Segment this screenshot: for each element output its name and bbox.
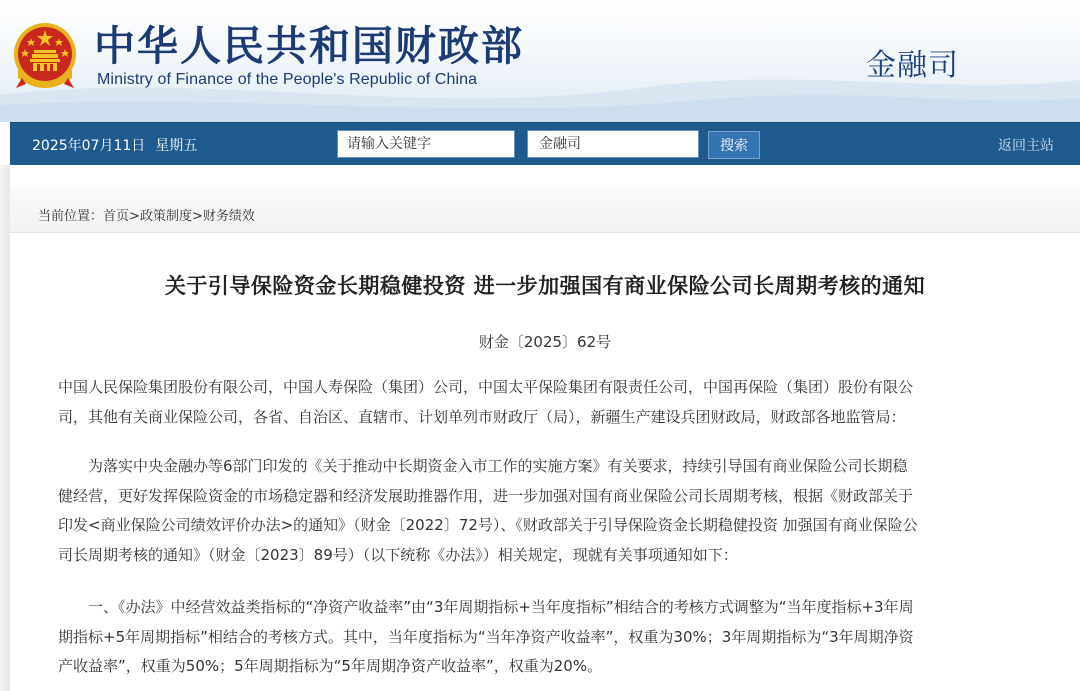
paragraph-line: 司，其他有关商业保险公司，各省、自治区、直辖市、计划单列市财政厅（局），新疆生产建设兵团财政局，财政部各地监管局： [58,407,906,426]
paragraph-line: 印发<商业保险公司绩效评价办法>的通知》（财金〔2022〕72号）、《财政部关于引导保险资金长期稳健投资 加强国有商业保险公 [58,516,918,534]
site-title: 中华人民共和国财政部 [94,22,524,70]
search-button[interactable]: 搜索 [708,131,760,159]
breadcrumb-home-link[interactable]: 首页 [103,209,130,224]
breadcrumb-policy-link[interactable]: 政策制度 [139,209,192,224]
breadcrumb-separator: > [191,209,203,224]
addressee-paragraph [58,373,1038,432]
site-subtitle: Ministry of Finance of the People's Republic of China [97,71,478,88]
paragraph-line: 产收益率”，权重为50%；5年周期指标为“5年周期净资产收益率”，权重为20%。 [58,657,603,675]
breadcrumb [38,205,255,224]
weekday-text: 星期五 [155,138,198,154]
top-nav-bar [10,122,1080,165]
item-one-paragraph [58,593,1038,682]
breadcrumb-separator: > [129,209,140,224]
article-title: 关于引导保险资金长期稳健投资 进一步加强国有商业保险公司长周期考核的通知 [164,274,926,298]
document-number: 财金〔2025〕62号 [478,333,612,351]
intro-paragraph [58,452,1038,570]
date-text: 2025年07月11日 [32,138,146,154]
paragraph-line: 健经营，更好发挥保险资金的市场稳定器和经济发展助推器作用，进一步加强对国有商业保险公司长周期考核，根据《财政部关于 [58,486,914,505]
department-name[interactable]: 金融司 [866,48,959,83]
page-side-shadow [0,165,10,691]
site-header [0,0,1080,122]
breadcrumb-prefix: 当前位置： [38,209,104,224]
paragraph-line: 中国人民保险集团股份有限公司，中国人寿保险（集团）公司，中国太平保险集团有限责任公司，中国再保险（集团）股份有限公 [58,378,914,396]
paragraph-line: 司长周期考核的通知》（财金〔2023〕89号）（以下统称《办法》）相关规定，现就有关事项通知如下： [58,545,738,564]
back-to-main-site-link[interactable]: 返回主站 [998,138,1054,154]
breadcrumb-finance-performance-link[interactable]: 财务绩效 [202,209,255,224]
paragraph-line: 期指标+5年周期指标”相结合的考核方式。其中，当年度指标为“当年净资产收益率”，权重为30%；3年周期指标为“3年周期净资 [58,627,914,646]
current-date [32,135,197,155]
national-emblem-icon [12,20,78,92]
breadcrumb-bar [10,187,1080,233]
keyword-search-input[interactable] [337,130,515,158]
search-scope-select[interactable]: 金融司 [527,130,699,158]
paragraph-line: 为落实中央金融办等6部门印发的《关于推动中长期资金入市工作的实施方案》有关要求，持续引导国有商业保险公司长期稳 [88,457,908,475]
paragraph-line: 一、《办法》中经营效益类指标的“净资产收益率”由“3年周期指标+当年度指标”相结合的考核方式调整为“当年度指标+3年周 [88,598,914,616]
